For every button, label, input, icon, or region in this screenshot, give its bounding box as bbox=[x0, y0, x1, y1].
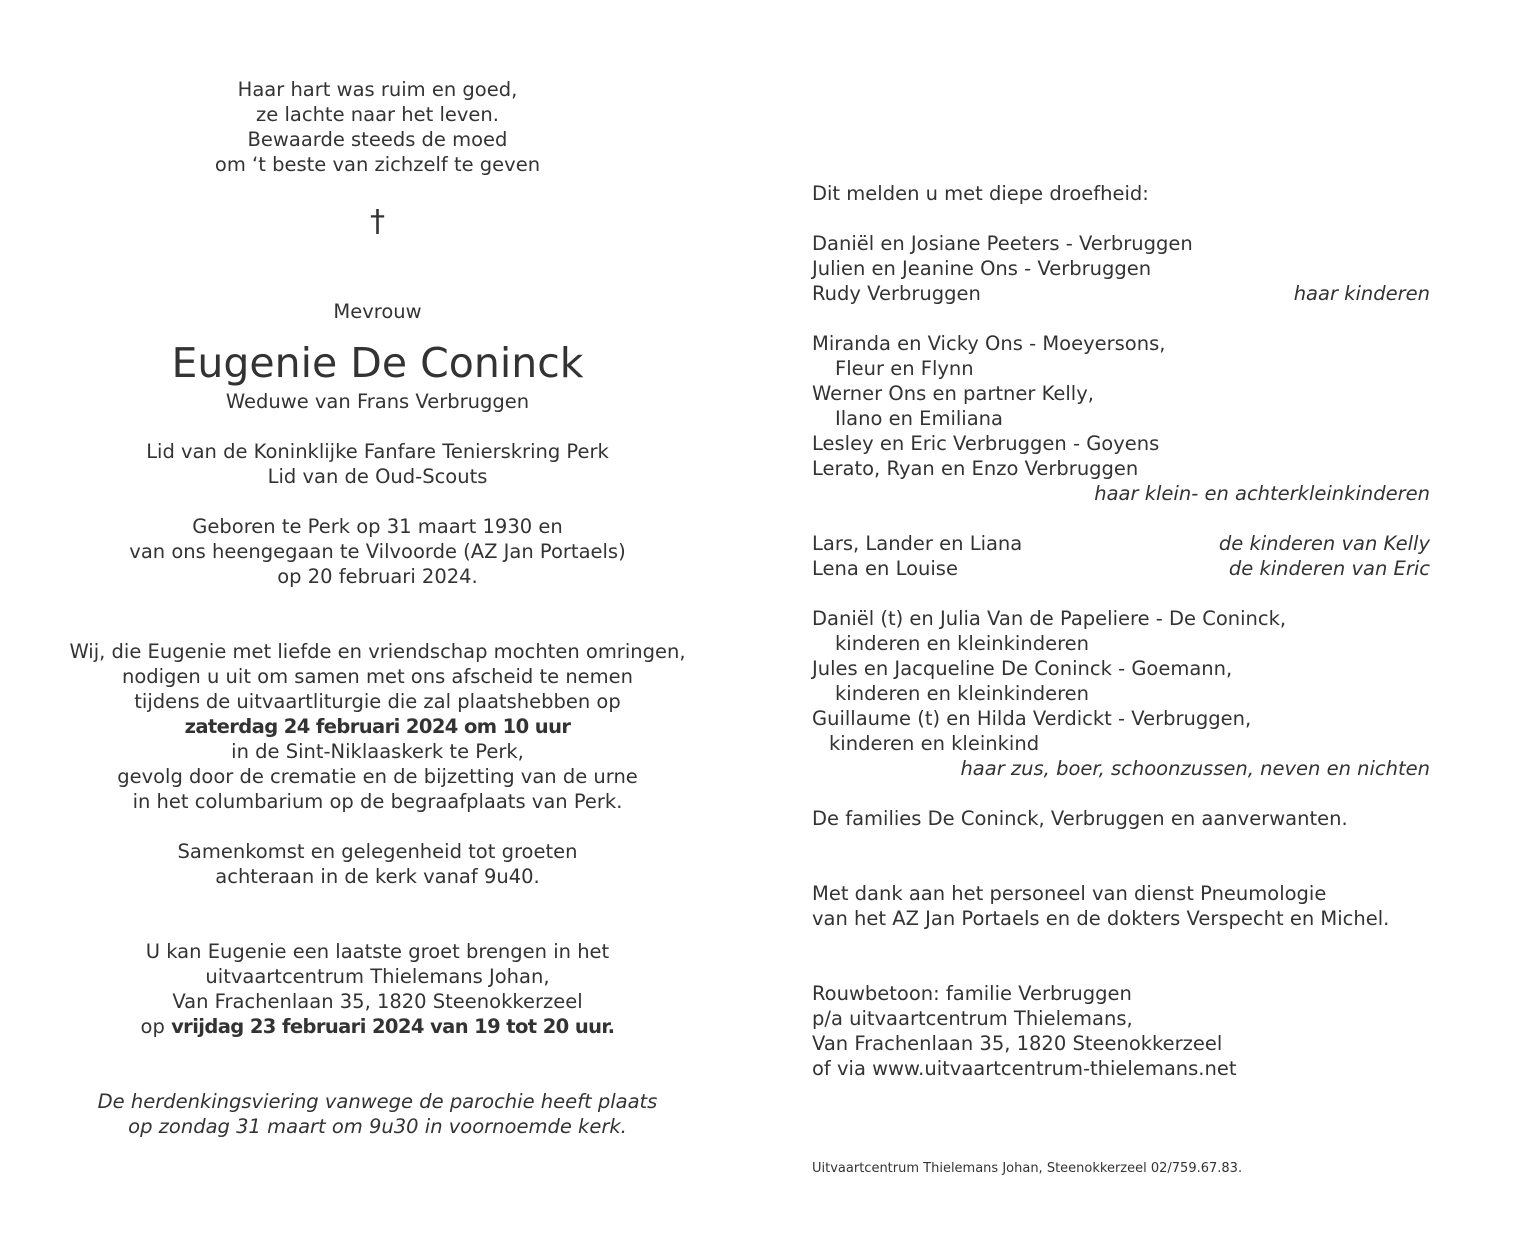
poem-line: Bewaarde steeds de moed bbox=[247, 128, 508, 151]
grandchildren-line: Ilano en Emiliana bbox=[835, 407, 1003, 430]
cross-icon: † bbox=[370, 204, 385, 239]
children-line: Julien en Jeanine Ons - Verbruggen bbox=[812, 257, 1152, 280]
footer-credit: Uitvaartcentrum Thielemans Johan, Steenokkerzeel 02/759.67.83. bbox=[812, 1161, 1243, 1176]
visit-date-line bbox=[40, 1014, 715, 1039]
siblings-line: Guillaume (t) en Hilda Verdickt - Verbruggen, bbox=[812, 707, 1252, 730]
poem-line: om ‘t beste van zichzelf te geven bbox=[214, 153, 541, 176]
invitation-line: in de Sint-Niklaaskerk te Perk, bbox=[231, 740, 524, 763]
announcement: Dit melden u met diepe droefheid: bbox=[812, 182, 1149, 205]
deceased-name: Eugenie De Coninck bbox=[171, 339, 584, 387]
stepchildren-names: Lars, Lander en Liana bbox=[812, 532, 1023, 555]
invitation-line: Wij, die Eugenie met liefde en vriendschap mochten omringen, bbox=[69, 640, 686, 663]
children-last-row bbox=[812, 281, 1430, 306]
birth-death-line: op 20 februari 2024. bbox=[277, 565, 478, 588]
memorial-line: op zondag 31 maart om 9u30 in voornoemde kerk. bbox=[128, 1115, 627, 1138]
visit-line: U kan Eugenie een laatste groet brengen in het bbox=[145, 940, 610, 963]
birth-death-line: Geboren te Perk op 31 maart 1930 en bbox=[192, 515, 563, 538]
children-line: Daniël en Josiane Peeters - Verbruggen bbox=[812, 232, 1193, 255]
stepchildren-row bbox=[812, 556, 1430, 581]
thanks-line: Met dank aan het personeel van dienst Pneumologie bbox=[812, 882, 1327, 905]
stepchildren-names: Lena en Louise bbox=[812, 557, 958, 580]
invitation-line: nodigen u uit om samen met ons afscheid te nemen bbox=[121, 665, 634, 688]
poem bbox=[40, 77, 715, 177]
left-column bbox=[40, 77, 715, 1139]
funeral-date: zaterdag 24 februari 2024 om 10 uur bbox=[184, 715, 571, 738]
membership-line: Lid van de Koninklijke Fanfare Tenierskring Perk bbox=[146, 440, 609, 463]
grandchildren-line: Lerato, Ryan en Enzo Verbruggen bbox=[812, 457, 1139, 480]
salutation: Mevrouw bbox=[333, 300, 422, 323]
visit-line: uitvaartcentrum Thielemans Johan, bbox=[205, 965, 550, 988]
poem-line: Haar hart was ruim en goed, bbox=[237, 78, 518, 101]
contact-line: p/a uitvaartcentrum Thielemans, bbox=[812, 1007, 1133, 1030]
families-line: De families De Coninck, Verbruggen en aanverwanten. bbox=[812, 807, 1348, 830]
siblings-line: Jules en Jacqueline De Coninck - Goemann, bbox=[812, 657, 1233, 680]
birth-death-line: van ons heengegaan te Vilvoorde (AZ Jan Portaels) bbox=[129, 540, 626, 563]
memorial-line: De herdenkingsviering vanwege de parochie heeft plaats bbox=[97, 1090, 658, 1113]
contact-line: Van Frachenlaan 35, 1820 Steenokkerzeel bbox=[812, 1032, 1223, 1055]
right-column bbox=[812, 181, 1430, 1177]
siblings-line: kinderen en kleinkinderen bbox=[835, 632, 1090, 655]
widow-line: Weduwe van Frans Verbruggen bbox=[225, 390, 530, 413]
thanks-line: van het AZ Jan Portaels en de dokters Verspecht en Michel. bbox=[812, 907, 1390, 930]
children-role: haar kinderen bbox=[1293, 282, 1430, 305]
gathering-line: Samenkomst en gelegenheid tot groeten bbox=[177, 840, 578, 863]
poem-line: ze lachte naar het leven. bbox=[256, 103, 499, 126]
invitation-line: in het columbarium op de begraafplaats van Perk. bbox=[132, 790, 623, 813]
children-line: Rudy Verbruggen bbox=[812, 282, 981, 305]
visit-date: vrijdag 23 februari 2024 van 19 tot 20 uur. bbox=[171, 1015, 615, 1038]
visit-prefix: op bbox=[140, 1015, 172, 1038]
contact-line: Rouwbetoon: familie Verbruggen bbox=[812, 982, 1132, 1005]
grandchildren-line: Fleur en Flynn bbox=[835, 357, 974, 380]
siblings-line: Daniël (t) en Julia Van de Papeliere - De Coninck, bbox=[812, 607, 1287, 630]
stepchildren-role: de kinderen van Kelly bbox=[1218, 532, 1430, 555]
siblings-line: kinderen en kleinkinderen bbox=[835, 682, 1090, 705]
grandchildren-line: Lesley en Eric Verbruggen - Goyens bbox=[812, 432, 1160, 455]
siblings-line: kinderen en kleinkind bbox=[829, 732, 1040, 755]
visit-line: Van Frachenlaan 35, 1820 Steenokkerzeel bbox=[172, 990, 583, 1013]
grandchildren-line: Miranda en Vicky Ons - Moeyersons, bbox=[812, 332, 1166, 355]
siblings-role: haar zus, boer, schoonzussen, neven en nichten bbox=[960, 757, 1430, 780]
stepchildren-row bbox=[812, 531, 1430, 556]
contact-line: of via www.uitvaartcentrum-thielemans.net bbox=[812, 1057, 1237, 1080]
grandchildren-role: haar klein- en achterkleinkinderen bbox=[1094, 482, 1430, 505]
invitation-line: gevolg door de crematie en de bijzetting van de urne bbox=[117, 765, 638, 788]
invitation-line: tijdens de uitvaartliturgie die zal plaatshebben op bbox=[134, 690, 621, 713]
stepchildren-role: de kinderen van Eric bbox=[1228, 557, 1430, 580]
membership-line: Lid van de Oud-Scouts bbox=[267, 465, 488, 488]
gathering-line: achteraan in de kerk vanaf 9u40. bbox=[215, 865, 540, 888]
grandchildren-line: Werner Ons en partner Kelly, bbox=[812, 382, 1094, 405]
